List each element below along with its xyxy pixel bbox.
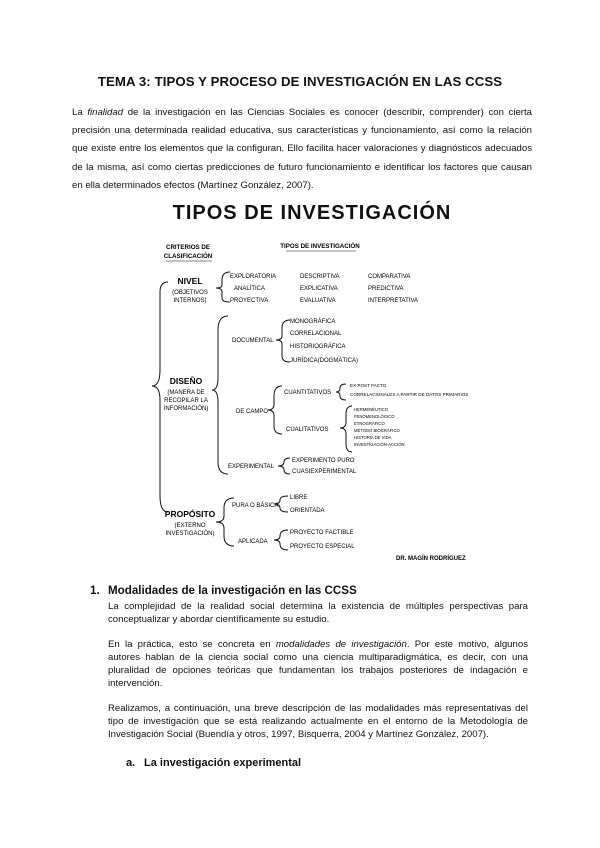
documental-item: MONOGRÁFICA <box>290 319 336 325</box>
pura-item: LIBRE <box>290 495 308 501</box>
campo-label: DE CAMPO <box>236 409 269 415</box>
cualitativos-item: INVESTIGACIÓN-ACCIÓN <box>354 442 405 447</box>
nivel-item: INTERPRETATIVA <box>368 298 419 304</box>
paragraph-emphasis: modalidades de investigación <box>275 639 407 650</box>
aplicada-label: APLICADA <box>238 539 268 545</box>
paragraph-text-end: . Por este motivo, algunos autores hablan de la ciencia social como una ciencia multiparadigmática, es decir, con una pluralidad de opciones teóricas que fundamentan los trabajos posteriores de indagación e intervención. <box>108 639 528 689</box>
intro-text-end: de la investigación en las Ciencias Sociales es conocer (describir, comprender) con cierta precisión una determinada realidad educativa, sus características y funcionamiento, así como la relación que existe entre los elementos que la configuran. Ello facilita hacer valoraciones y diagnósticos adecuados de la misma, así como ciertas predicciones de futuro funcionamiento e identificar los factores que causan en ella determinados efectos (Martínez González, 2007). <box>72 107 533 191</box>
nivel-item: EVALUATIVA <box>300 298 336 304</box>
paragraph: La complejidad de la realidad social determina la existencia de múltiples perspectivas para conceptualizar y abordar científicamente su estudio. <box>108 601 528 625</box>
experimental-brace <box>278 458 290 474</box>
cualitativos-item: HERMENÉUTICO <box>354 407 388 412</box>
intro-text-start: La <box>72 107 88 118</box>
experimental-label: EXPERIMENTAL <box>228 464 274 470</box>
diseno-sub-3: INFORMACIÓN) <box>163 406 209 412</box>
nivel-sub-1: (OBJETIVOS <box>172 290 208 296</box>
documental-item: JURÍDICA(DOGMÁTICA) <box>290 358 358 364</box>
paragraph <box>108 638 528 690</box>
diseno-brace <box>212 316 228 474</box>
document-title: TEMA 3: TIPOS Y PROCESO DE INVESTIGACIÓN EN LAS CCSS <box>97 74 503 89</box>
cuantitativos-item: EX POST FACTO <box>350 383 387 388</box>
nivel-item: DESCRIPTIVA <box>300 274 340 280</box>
diseno-label: DISEÑO <box>169 376 203 386</box>
nivel-item: PROYECTIVA <box>230 298 269 304</box>
campo-brace <box>268 386 282 434</box>
proposito-sub-2: INVESTIGACIÓN) <box>165 531 215 537</box>
paragraph: Realizamos, a continuación, una breve descripción de las modalidades más representativas del tipo de investigación que se está realizando actualmente en el entorno de la Metodología de Investigación Social (Buendía y otros, 1997, Bisquerra, 2004 y Martínez González, 2007). <box>108 703 528 740</box>
nivel-item: ANALÍTICA <box>234 286 266 292</box>
subsection-heading <box>126 757 301 769</box>
diseno-sub-1: (MANERA DE <box>167 390 205 396</box>
documental-brace <box>276 320 290 362</box>
experimental-item: CUASIEXPERIMENTAL <box>292 469 357 475</box>
aplicada-item: PROYECTO FACTIBLE <box>290 530 354 536</box>
cualitativos-item: MÉTODO BIOGRÁFICO <box>354 428 400 433</box>
documental-item: CORRELACIONAL <box>290 331 342 337</box>
cuantitativos-brace <box>336 384 346 400</box>
section-title: Modalidades de la investigación en las CCSS <box>108 584 357 597</box>
aplicada-brace <box>274 530 288 550</box>
col-tipos-header: TIPOS DE INVESTIGACIÓN <box>280 243 360 250</box>
nivel-sub-2: INTERNOS) <box>173 298 207 304</box>
nivel-label: NIVEL <box>177 276 203 286</box>
section-number: 1. <box>90 584 100 597</box>
proposito-sub-1: (EXTERNO <box>174 523 206 529</box>
nivel-item: COMPARATIVA <box>368 274 411 280</box>
nivel-item: EXPLICATIVA <box>300 286 338 292</box>
nivel-item: EXPLORATORIA <box>230 274 277 280</box>
cualitativos-item: HISTORIA DE VIDA <box>354 435 392 440</box>
diseno-sub-2: RECOPILAR LA <box>164 398 208 404</box>
cualitativos-item: ETNOGRÁFICO <box>354 421 385 426</box>
intro-emphasis: finalidad <box>87 107 124 118</box>
root-brace <box>152 282 168 512</box>
cuantitativos-item: CORRELACIONALES A PARTIR DE DATOS PRIMARIOS <box>350 392 469 397</box>
documental-item: HISTORIOGRÁFICA <box>290 344 346 350</box>
paragraph-text-start: En la práctica, esto se concreta en <box>108 639 276 650</box>
pura-label: PURA O BÁSICA <box>232 503 279 509</box>
subsection-title: La investigación experimental <box>144 757 302 769</box>
cuantitativos-label: CUANTITATIVOS <box>284 390 332 396</box>
experimental-item: EXPERIMENTO PURO <box>292 458 355 464</box>
documental-label: DOCUMENTAL <box>232 338 274 344</box>
pura-item: ORIENTADA <box>290 508 325 514</box>
section-heading <box>90 584 357 597</box>
nivel-item: PREDICTIVA <box>368 286 404 292</box>
cualitativos-label: CUALITATIVOS <box>286 427 329 433</box>
col-criterios-line1: CRITERIOS DE <box>165 244 211 251</box>
diagram-author: DR. MAGÍN RODRÍGUEZ <box>396 556 466 562</box>
cualitativos-brace <box>340 406 352 452</box>
diagram-title: TIPOS DE INVESTIGACIÓN <box>172 202 452 224</box>
col-criterios-line2: CLASIFICACIÓN <box>163 253 213 260</box>
nivel-brace <box>216 272 230 302</box>
aplicada-item: PROYECTO ESPECIAL <box>290 544 355 550</box>
proposito-label: PROPÓSITO <box>164 509 216 519</box>
cualitativos-item: FENOMENOLÓGICO <box>354 414 395 419</box>
subsection-letter: a. <box>126 757 136 769</box>
